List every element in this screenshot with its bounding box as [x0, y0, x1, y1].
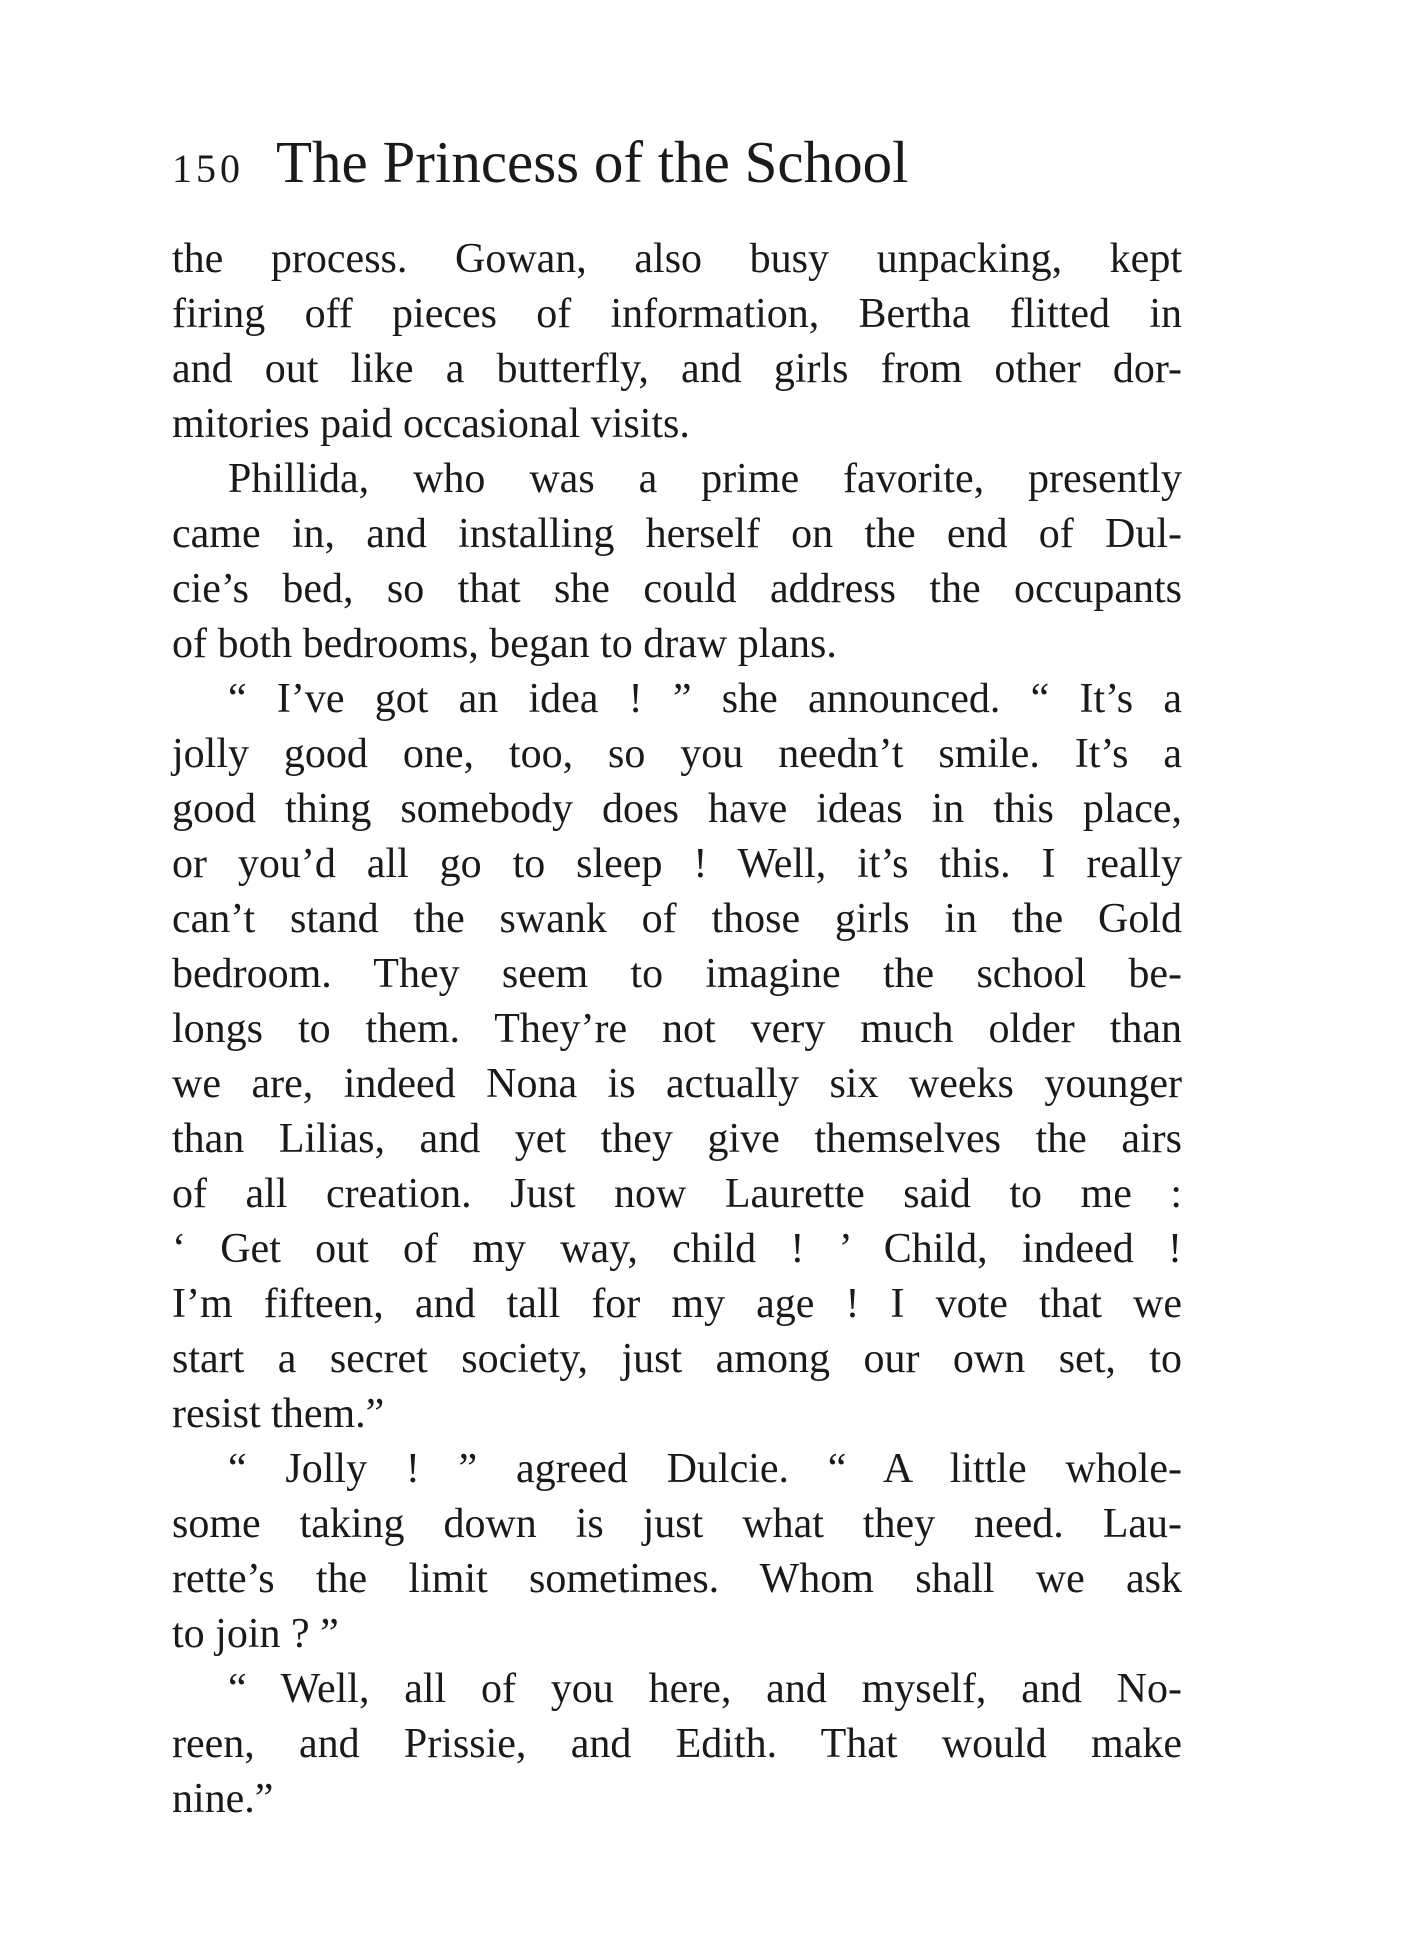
paragraph — [172, 1662, 1182, 1827]
page-number: 150 — [172, 146, 244, 191]
text-line: came in, and installing herself on the end of Dul- — [172, 511, 1182, 557]
text-line: rette’s the limit sometimes. Whom shall we ask — [172, 1556, 1182, 1602]
text-line: I’m fifteen, and tall for my age ! I vote that we — [172, 1281, 1182, 1327]
text-line: or you’d all go to sleep ! Well, it’s this. I really — [172, 841, 1182, 887]
text-line: and out like a butterfly, and girls from other dor- — [172, 346, 1182, 392]
running-title: The Princess of the School — [276, 129, 909, 195]
text-line: good thing somebody does have ideas in this place, — [172, 786, 1182, 832]
text-line: resist them.” — [172, 1391, 385, 1437]
text-line: firing off pieces of information, Bertha flitted in — [172, 291, 1182, 337]
text-line: “ I’ve got an idea ! ” she announced. “ It’s a — [228, 676, 1182, 722]
text-line: “ Jolly ! ” agreed Dulcie. “ A little whole- — [228, 1446, 1182, 1492]
text-line: to join ? ” — [172, 1611, 339, 1657]
text-line: start a secret society, just among our own set, to — [172, 1336, 1182, 1382]
text-line: mitories paid occasional visits. — [172, 401, 690, 447]
text-line: of both bedrooms, began to draw plans. — [172, 621, 837, 667]
text-line: can’t stand the swank of those girls in the Gold — [172, 896, 1182, 942]
paragraph — [172, 672, 1182, 1442]
text-line: bedroom. They seem to imagine the school be- — [172, 951, 1182, 997]
text-line: we are, indeed Nona is actually six weeks younger — [172, 1061, 1182, 1107]
text-line: the process. Gowan, also busy unpacking, kept — [172, 236, 1182, 282]
text-line: of all creation. Just now Laurette said to me : — [172, 1171, 1182, 1217]
text-line: Phillida, who was a prime favorite, presently — [228, 456, 1182, 502]
body-text — [172, 232, 1182, 1827]
text-line: ‘ Get out of my way, child ! ’ Child, indeed ! — [172, 1226, 1182, 1272]
text-line: nine.” — [172, 1776, 274, 1822]
text-line: longs to them. They’re not very much older than — [172, 1006, 1182, 1052]
text-line: “ Well, all of you here, and myself, and No- — [228, 1666, 1182, 1712]
text-line: jolly good one, too, so you needn’t smile. It’s a — [172, 731, 1182, 777]
text-line: than Lilias, and yet they give themselves the airs — [172, 1116, 1182, 1162]
text-line: reen, and Prissie, and Edith. That would make — [172, 1721, 1182, 1767]
paragraph — [172, 452, 1182, 672]
text-line: some taking down is just what they need. Lau- — [172, 1501, 1182, 1547]
text-line: cie’s bed, so that she could address the occupants — [172, 566, 1182, 612]
paragraph — [172, 1442, 1182, 1662]
page-header — [172, 128, 1192, 208]
paragraph — [172, 232, 1182, 452]
